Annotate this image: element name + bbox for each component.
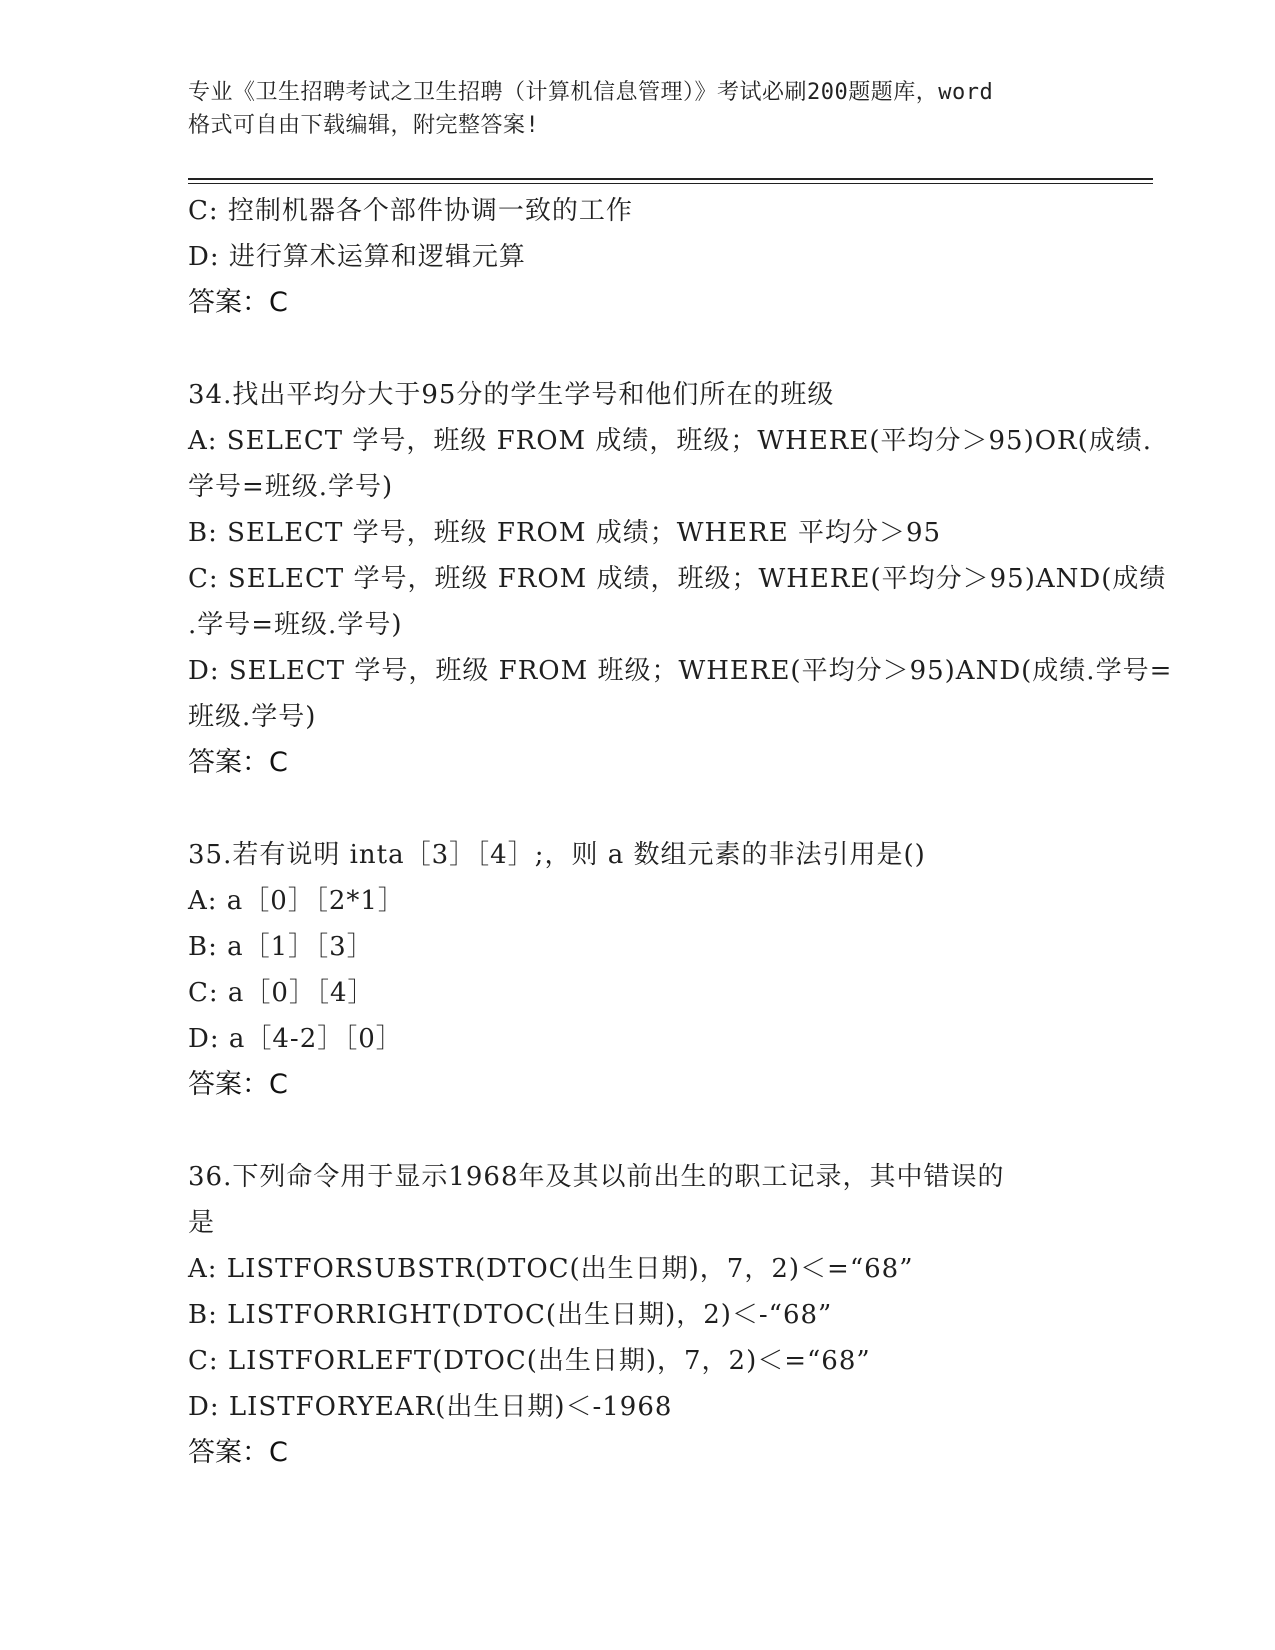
question-34-option-d: D: SELECT 学号，班级 FROM 班级；WHERE(平均分＞95)AND(成绩.学号= <box>188 656 1173 686</box>
question-34 <box>188 372 1173 786</box>
question-34-option-a-cont: 学号=班级.学号) <box>188 472 394 502</box>
question-35-answer: 答案：C <box>188 1069 288 1100</box>
question-35-option-a: A: a［0］［2*1］ <box>188 886 405 916</box>
question-34-option-b: B: SELECT 学号，班级 FROM 成绩；WHERE 平均分＞95 <box>188 518 942 548</box>
question-34-option-c: C: SELECT 学号，班级 FROM 成绩，班级；WHERE(平均分＞95)AND(成绩 <box>188 564 1167 594</box>
header-title-line-1: 专业《卫生招聘考试之卫生招聘（计算机信息管理）》考试必刷200题题库，word <box>188 80 994 105</box>
question-35-text: 35.若有说明 inta［3］［4］;，则 a 数组元素的非法引用是() <box>188 840 926 870</box>
question-34-answer: 答案：C <box>188 747 288 778</box>
spacer <box>188 326 1088 372</box>
question-36-text-cont: 是 <box>188 1208 216 1238</box>
question-list <box>188 188 1173 1476</box>
question-35-option-d: D: a［4-2］［0］ <box>188 1024 403 1054</box>
header-divider-thick <box>188 178 1153 180</box>
question-36-option-a: A: LISTFORSUBSTR(DTOC(出生日期)，7，2)＜=“68” <box>188 1254 914 1284</box>
question-36-option-c: C: LISTFORLEFT(DTOC(出生日期)，7，2)＜=“68” <box>188 1346 871 1376</box>
question-33-answer: 答案：C <box>188 287 288 318</box>
spacer <box>188 1108 1088 1154</box>
header-divider-thin <box>188 183 1153 184</box>
question-35-option-c: C: a［0］［4］ <box>188 978 375 1008</box>
question-34-option-d-cont: 班级.学号) <box>188 702 317 732</box>
spacer <box>188 786 1088 832</box>
document-header <box>188 76 1088 142</box>
question-35-option-b: B: a［1］［3］ <box>188 932 374 962</box>
question-33 <box>188 188 1088 326</box>
question-34-option-a: A: SELECT 学号，班级 FROM 成绩，班级；WHERE(平均分＞95)OR(成绩. <box>188 426 1153 456</box>
question-33-option-c: C: 控制机器各个部件协调一致的工作 <box>188 196 633 226</box>
header-title-line-2: 格式可自由下载编辑，附完整答案! <box>188 113 540 138</box>
question-36-option-d: D: LISTFORYEAR(出生日期)＜-1968 <box>188 1392 673 1422</box>
question-34-option-c-cont: .学号=班级.学号) <box>188 610 403 640</box>
question-33-option-d: D: 进行算术运算和逻辑元算 <box>188 242 526 272</box>
question-34-text: 34.找出平均分大于95分的学生学号和他们所在的班级 <box>188 380 835 410</box>
question-36-text: 36.下列命令用于显示1968年及其以前出生的职工记录，其中错误的 <box>188 1162 1005 1192</box>
question-36 <box>188 1154 1088 1476</box>
question-35 <box>188 832 1088 1108</box>
question-36-answer: 答案：C <box>188 1437 288 1468</box>
question-36-option-b: B: LISTFORRIGHT(DTOC(出生日期)，2)＜-“68” <box>188 1300 833 1330</box>
